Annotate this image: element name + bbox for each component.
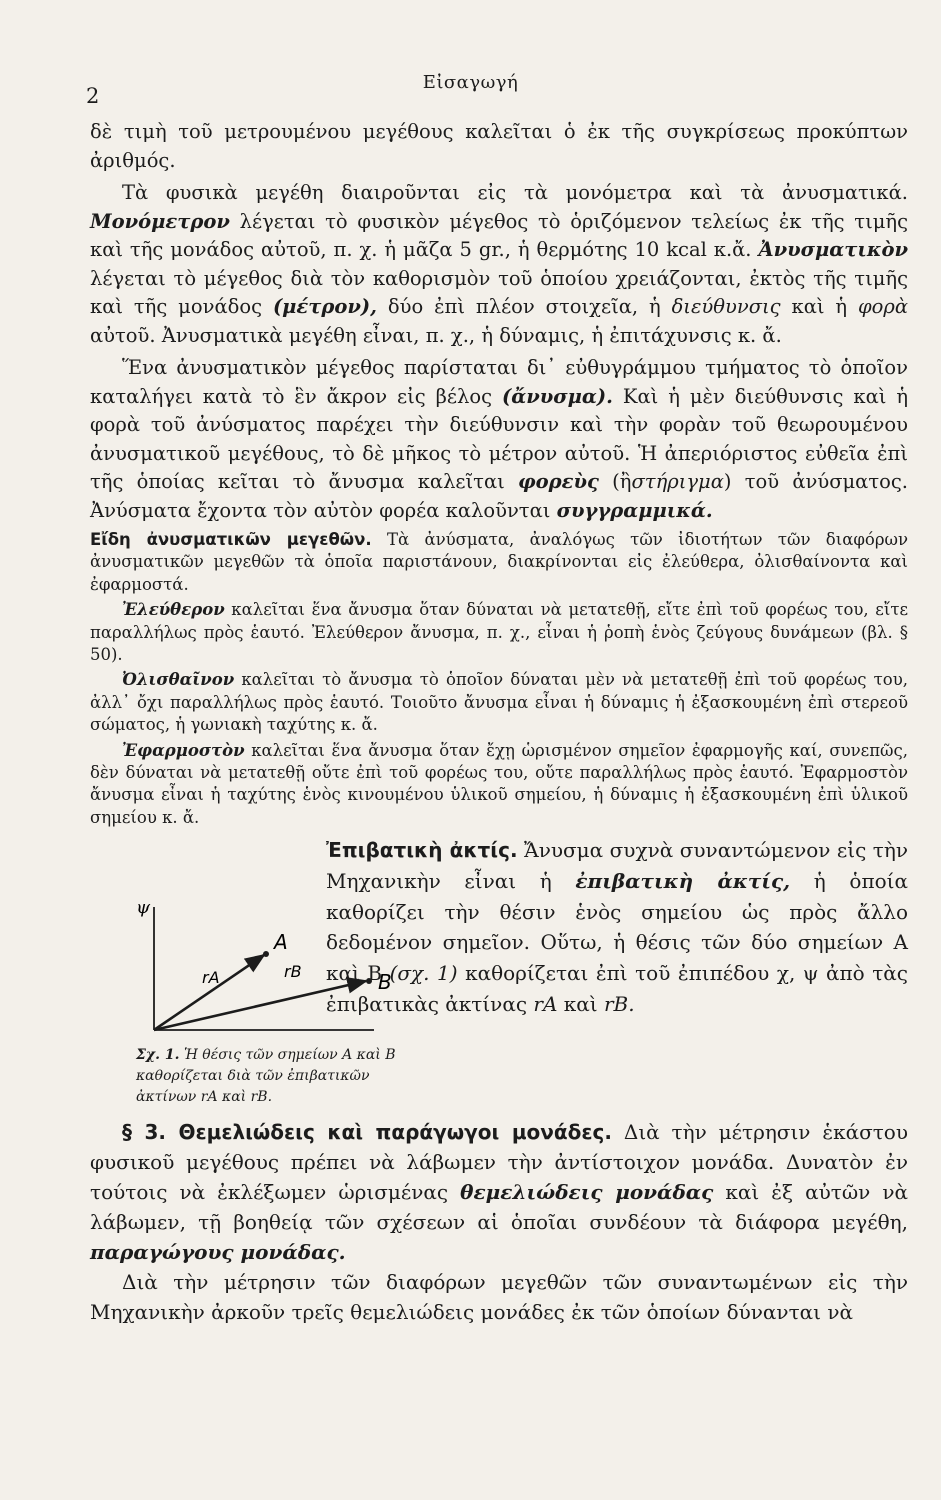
position-vector-paragraph: Ἐπιβατικὴ ἀκτίς. Ἄνυσμα συχνὰ συναντώμενον εἰς τὴν Μηχανικὴν εἶναι ἡ ἐπιβατικὴ ἀκτίς, ἡ ὁποία καθορίζει τὴν θέσιν ἑνὸς σημείου ὡς πρὸς ἄλλο δεδομένον σημεῖον. Οὕτω, ἡ θέσις τῶν δύο σημείων Α καὶ Β (σχ. 1) καθορίζεται ἐπὶ τοῦ ἐπιπέδου χ, ψ ἀπὸ τὰς ἐπιβατικὰς ἀκτίνας rA καὶ rB.	[326, 838, 908, 1016]
page-body	[90, 118, 908, 1327]
term-epibatiki-aktis: ἐπιβατικὴ ἀκτίς,	[575, 868, 791, 893]
label-A: A	[274, 930, 288, 955]
paragraph-2: Τὰ φυσικὰ μεγέθη διαιροῦνται εἰς τὰ μονόμετρα καὶ τὰ ἀνυσματικά. Μονόμετρον λέγεται τὸ φυσικὸν μέγεθος τὸ ὁριζόμενον τελείως ἐκ τῆς τιμῆς καὶ τῆς μονάδος αὐτοῦ, π. χ. ἡ μᾶζα 5 gr., ἡ θερμότης 10 kcal κ.ἄ. Ἀνυσματικὸν λέγεται τὸ μέγεθος διὰ τὸν καθορισμὸν τοῦ ὁποίου χρειάζονται, ἐκτὸς τῆς τιμῆς καὶ τῆς μονάδος (μέτρον), δύο ἐπὶ πλέον στοιχεῖα, ἡ διεύθυνσις καὶ ἡ φορὰ αὐτοῦ. Ἀνυσματικὰ μεγέθη εἶναι, π. χ., ἡ δύναμις, ἡ ἐπιτάχυνσις κ. ἄ.	[90, 181, 909, 347]
sliding-vector-paragraph: Ὀλισθαῖνον καλεῖται τὸ ἄνυσμα τὸ ὁποῖον δύναται μὲν νὰ μετατεθῇ ἐπὶ τοῦ φορέως του, ἀλλ᾿ ὄχι παραλλήλως πρὸς ἑαυτό. Τοιοῦτο ἄνυσμα εἶναι ἡ δύναμις ἡ ἐξασκουμένη ἐπὶ στερεοῦ σώματος, ἡ γωνιακὴ ταχύτης κ. ἄ.	[90, 670, 908, 735]
term-metron: (μέτρον),	[272, 295, 377, 318]
term-sterigma: στήριγμα	[631, 470, 724, 493]
term-efarmoston: Ἐφαρμοστὸν	[122, 740, 245, 760]
point-A	[263, 951, 269, 957]
paragraph-3: Ἕνα ἀνυσματικὸν μέγεθος παρίσταται δι᾿ εὐθυγράμμου τμήματος τὸ ὁποῖον καταλήγει κατὰ τὸ ἓν ἄκρον εἰς βέλος (ἄνυσμα). Καὶ ἡ μὲν διεύθυνσις καὶ ἡ φορὰ τοῦ ἀνύσματος παρέχει τὴν διεύθυνσιν καὶ τὴν φορὰν τοῦ θεωρουμένου ἀνυσματικοῦ μεγέθους, τὸ δὲ μῆκος τὸ μέτρον αὐτοῦ. Ἡ ἀπεριόριστος εὐθεῖα ἐπὶ τῆς ὁποίας κεῖται τὸ ἄνυσμα καλεῖται φορεὺς (ἢστήριγμα) τοῦ ἀνύσματος. Ἀνύσματα ἔχοντα τὸν αὐτὸν φορέα καλοῦνται συγγραμμικά.	[90, 356, 909, 522]
label-y: ψ	[136, 897, 151, 919]
label-x	[349, 1034, 359, 1035]
position-heading: Ἐπιβατικὴ ἀκτίς.	[326, 838, 518, 863]
section-3-paragraph-2: Διὰ τὴν μέτρησιν τῶν διαφόρων μεγεθῶν τῶν συναντωμένων εἰς τὴν Μηχανικὴν ἀρκοῦν τρεῖς θεμελιώδεις μονάδες ἐκ τῶν ὁποίων δύνανται νὰ	[90, 1270, 908, 1325]
types-paragraph: Εἴδη ἀνυσματικῶν μεγεθῶν. Τὰ ἀνύσματα, ἀναλόγως τῶν ἰδιοτήτων τῶν διαφόρων ἀνυσματικῶν μεγεθῶν τὰ ὁποῖα παριστάνουν, διακρίνονται εἰς ἐλεύθερα, ὀλισθαίνοντα καὶ ἐφαρμοστά.	[90, 530, 909, 594]
term-themeliodeis: θεμελιώδεις μονάδας	[460, 1180, 714, 1205]
figure-reference: (σχ. 1)	[389, 961, 458, 986]
caption-text: Ἡ θέσις τῶν σημείων Α καὶ Β καθορίζεται διὰ τῶν ἐπιβατικῶν ἀκτίνων rA καὶ rB.	[136, 1047, 396, 1106]
running-head: Εἰσαγωγή	[422, 72, 519, 93]
label-B: B	[378, 970, 392, 995]
section-3-heading: § 3. Θεμελιώδεις καὶ παράγωγοι μονάδες.	[122, 1120, 612, 1145]
paragraph-1: δὲ τιμὴ τοῦ μετρουμένου μεγέθους καλεῖται ὁ ἐκ τῆς συγκρίσεως προκύπτων ἀριθμός.	[90, 120, 908, 172]
bound-vector-paragraph: Ἐφαρμοστὸν καλεῖται ἕνα ἄνυσμα ὅταν ἔχῃ ὡρισμένον σημεῖον ἐφαρμογῆς καί, συνεπῶς, δὲν δύναται νὰ μετατεθῇ οὔτε ἐπὶ τοῦ φορέως του, οὔτε παραλλήλως πρὸς ἑαυτό. Ἐφαρμοστὸν ἄνυσμα εἶναι ἡ ταχύτης ἑνὸς κινουμένου ὑλικοῦ σημείου, ἡ δύναμις ἡ ἐξασκουμένη ἐπὶ ὑλικοῦ σημείου κ. ἄ.	[90, 740, 908, 827]
term-olisthainon: Ὀλισθαῖνον	[122, 670, 235, 690]
free-vector-paragraph: Ἐλεύθερον καλεῖται ἕνα ἄνυσμα ὅταν δύναται νὰ μετατεθῇ, εἴτε ἐπὶ τοῦ φορέως του, εἴτε παραλλήλως πρὸς ἑαυτό. Ἐλεύθερον ἄνυσμα, π. χ., εἶναι ἡ ῥοπὴ ἑνὸς ζεύγους δυνάμεων (βλ. § 50).	[90, 600, 908, 665]
figure-caption	[136, 1045, 400, 1108]
types-heading: Εἴδη ἀνυσματικῶν μεγεθῶν.	[90, 530, 372, 549]
figure-block	[90, 835, 908, 1117]
page-number: 2	[86, 84, 100, 108]
term-anysmatikon: Ἀνυσματικὸν	[758, 238, 909, 261]
term-eleutheron: Ἐλεύθερον	[122, 600, 225, 620]
caption-number: Σχ. 1.	[136, 1047, 180, 1064]
vector-rA	[154, 955, 264, 1030]
term-fora: φορὰ	[858, 295, 909, 318]
term-monometron: Μονόμετρον	[90, 209, 230, 233]
term-dieuthynsis: διεύθυνσις	[671, 295, 781, 318]
section-3-paragraph: § 3. Θεμελιώδεις καὶ παράγωγοι μονάδες. Διὰ τὴν μέτρησιν ἑκάστου φυσικοῦ μεγέθους πρέπει νὰ λάβωμεν τὴν ἀντίστοιχον μονάδα. Δυνατὸν ἐν τούτοις νὰ ἐκλέξωμεν ὡρισμένας θεμελιώδεις μονάδας καὶ ἐξ αὐτῶν νὰ λάβωμεν, τῇ βοηθείᾳ τῶν σχέσεων αἱ ὁποῖαι συνδέουν τὰ διάφορα μεγέθη, παραγώγους μονάδας.	[90, 1120, 908, 1265]
term-paragogoi: παραγώγους μονάδας.	[90, 1240, 346, 1265]
term-foreus: φορεὺς	[518, 470, 599, 493]
label-rA: rA	[202, 968, 220, 988]
term-anysma: (ἄνυσμα).	[501, 384, 613, 408]
label-rB: rB	[284, 962, 302, 982]
term-syngrammika: συγγραμμικά.	[556, 498, 713, 522]
